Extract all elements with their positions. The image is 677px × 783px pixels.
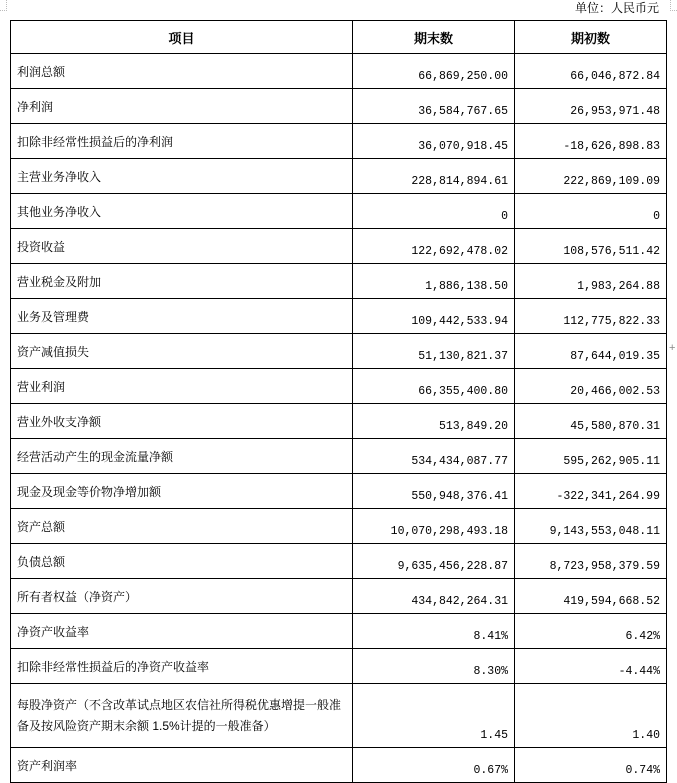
row-period-begin-value: 0: [515, 194, 667, 229]
table-row: [11, 509, 667, 544]
row-period-begin-value: 0.74%: [515, 748, 667, 783]
table-row: [11, 264, 667, 299]
row-item-label: 其他业务净收入: [11, 194, 353, 229]
table-row: [11, 194, 667, 229]
row-period-begin-value: 112,775,822.33: [515, 299, 667, 334]
page-corner-mark-right: [670, 0, 677, 11]
row-period-begin-value: 1.40: [515, 684, 667, 748]
row-period-begin-value: 222,869,109.09: [515, 159, 667, 194]
row-item-label: 营业利润: [11, 369, 353, 404]
row-item-label: 所有者权益（净资产）: [11, 579, 353, 614]
financial-indicator-table: [10, 20, 667, 783]
row-period-begin-value: 8,723,958,379.59: [515, 544, 667, 579]
row-period-begin-value: -4.44%: [515, 649, 667, 684]
table-row: [11, 404, 667, 439]
table-header-row: [11, 21, 667, 54]
header-period-end: 期末数: [353, 21, 515, 54]
row-item-label: 净利润: [11, 89, 353, 124]
row-item-label: 扣除非经常性损益后的净利润: [11, 124, 353, 159]
row-item-label: 主营业务净收入: [11, 159, 353, 194]
table-row: [11, 544, 667, 579]
row-period-end-value: 51,130,821.37: [353, 334, 515, 369]
row-item-label: 业务及管理费: [11, 299, 353, 334]
row-item-label: 负债总额: [11, 544, 353, 579]
table-row: [11, 614, 667, 649]
table-row: [11, 369, 667, 404]
table-row: [11, 579, 667, 614]
row-period-begin-value: -18,626,898.83: [515, 124, 667, 159]
row-period-begin-value: 45,580,870.31: [515, 404, 667, 439]
table-row: [11, 684, 667, 748]
table-row: [11, 439, 667, 474]
row-period-begin-value: 595,262,905.11: [515, 439, 667, 474]
row-period-begin-value: 26,953,971.48: [515, 89, 667, 124]
table-row: [11, 748, 667, 783]
row-period-begin-value: 20,466,002.53: [515, 369, 667, 404]
row-item-label: 营业税金及附加: [11, 264, 353, 299]
row-period-end-value: 36,584,767.65: [353, 89, 515, 124]
table-body: [11, 54, 667, 783]
page-corner-mark-left: [0, 0, 7, 11]
row-period-begin-value: 66,046,872.84: [515, 54, 667, 89]
row-period-begin-value: 108,576,511.42: [515, 229, 667, 264]
row-period-end-value: 66,355,400.80: [353, 369, 515, 404]
row-period-end-value: 36,070,918.45: [353, 124, 515, 159]
row-item-label: 利润总额: [11, 54, 353, 89]
row-period-end-value: 434,842,264.31: [353, 579, 515, 614]
unit-label: 单位：人民币元: [574, 1, 659, 15]
row-period-begin-value: 1,983,264.88: [515, 264, 667, 299]
row-item-label: 现金及现金等价物净增加额: [11, 474, 353, 509]
header-item: 项目: [11, 21, 353, 54]
row-item-label: 净资产收益率: [11, 614, 353, 649]
table-row: [11, 334, 667, 369]
row-period-end-value: 0: [353, 194, 515, 229]
table-row: [11, 54, 667, 89]
row-period-end-value: 109,442,533.94: [353, 299, 515, 334]
row-period-end-value: 534,434,087.77: [353, 439, 515, 474]
row-item-label: 资产减值损失: [11, 334, 353, 369]
row-period-end-value: 66,869,250.00: [353, 54, 515, 89]
row-period-begin-value: 6.42%: [515, 614, 667, 649]
header-period-begin: 期初数: [515, 21, 667, 54]
row-period-begin-value: -322,341,264.99: [515, 474, 667, 509]
row-period-end-value: 513,849.20: [353, 404, 515, 439]
row-period-end-value: 550,948,376.41: [353, 474, 515, 509]
table-row: [11, 649, 667, 684]
row-period-end-value: 0.67%: [353, 748, 515, 783]
row-period-end-value: 1.45: [353, 684, 515, 748]
table-row: [11, 299, 667, 334]
row-period-begin-value: 9,143,553,048.11: [515, 509, 667, 544]
row-item-label: 资产总额: [11, 509, 353, 544]
row-item-label: 每股净资产（不含改革试点地区农信社所得税优惠增提一般准备及按风险资产期末余额 1.5%计提的一般准备）: [11, 684, 353, 748]
row-period-end-value: 1,886,138.50: [353, 264, 515, 299]
row-period-end-value: 8.30%: [353, 649, 515, 684]
table-row: [11, 89, 667, 124]
table-row: [11, 229, 667, 264]
row-item-label: 营业外收支净额: [11, 404, 353, 439]
table-row: [11, 474, 667, 509]
row-period-end-value: 9,635,456,228.87: [353, 544, 515, 579]
row-item-label: 投资收益: [11, 229, 353, 264]
table-row: [11, 159, 667, 194]
expand-plus-icon[interactable]: +: [669, 342, 676, 354]
row-period-end-value: 122,692,478.02: [353, 229, 515, 264]
row-item-label: 扣除非经常性损益后的净资产收益率: [11, 649, 353, 684]
row-period-end-value: 10,070,298,493.18: [353, 509, 515, 544]
row-item-label: 经营活动产生的现金流量净额: [11, 439, 353, 474]
table-row: [11, 124, 667, 159]
row-period-end-value: 228,814,894.61: [353, 159, 515, 194]
row-period-end-value: 8.41%: [353, 614, 515, 649]
row-period-begin-value: 87,644,019.35: [515, 334, 667, 369]
row-period-begin-value: 419,594,668.52: [515, 579, 667, 614]
row-item-label: 资产利润率: [11, 748, 353, 783]
